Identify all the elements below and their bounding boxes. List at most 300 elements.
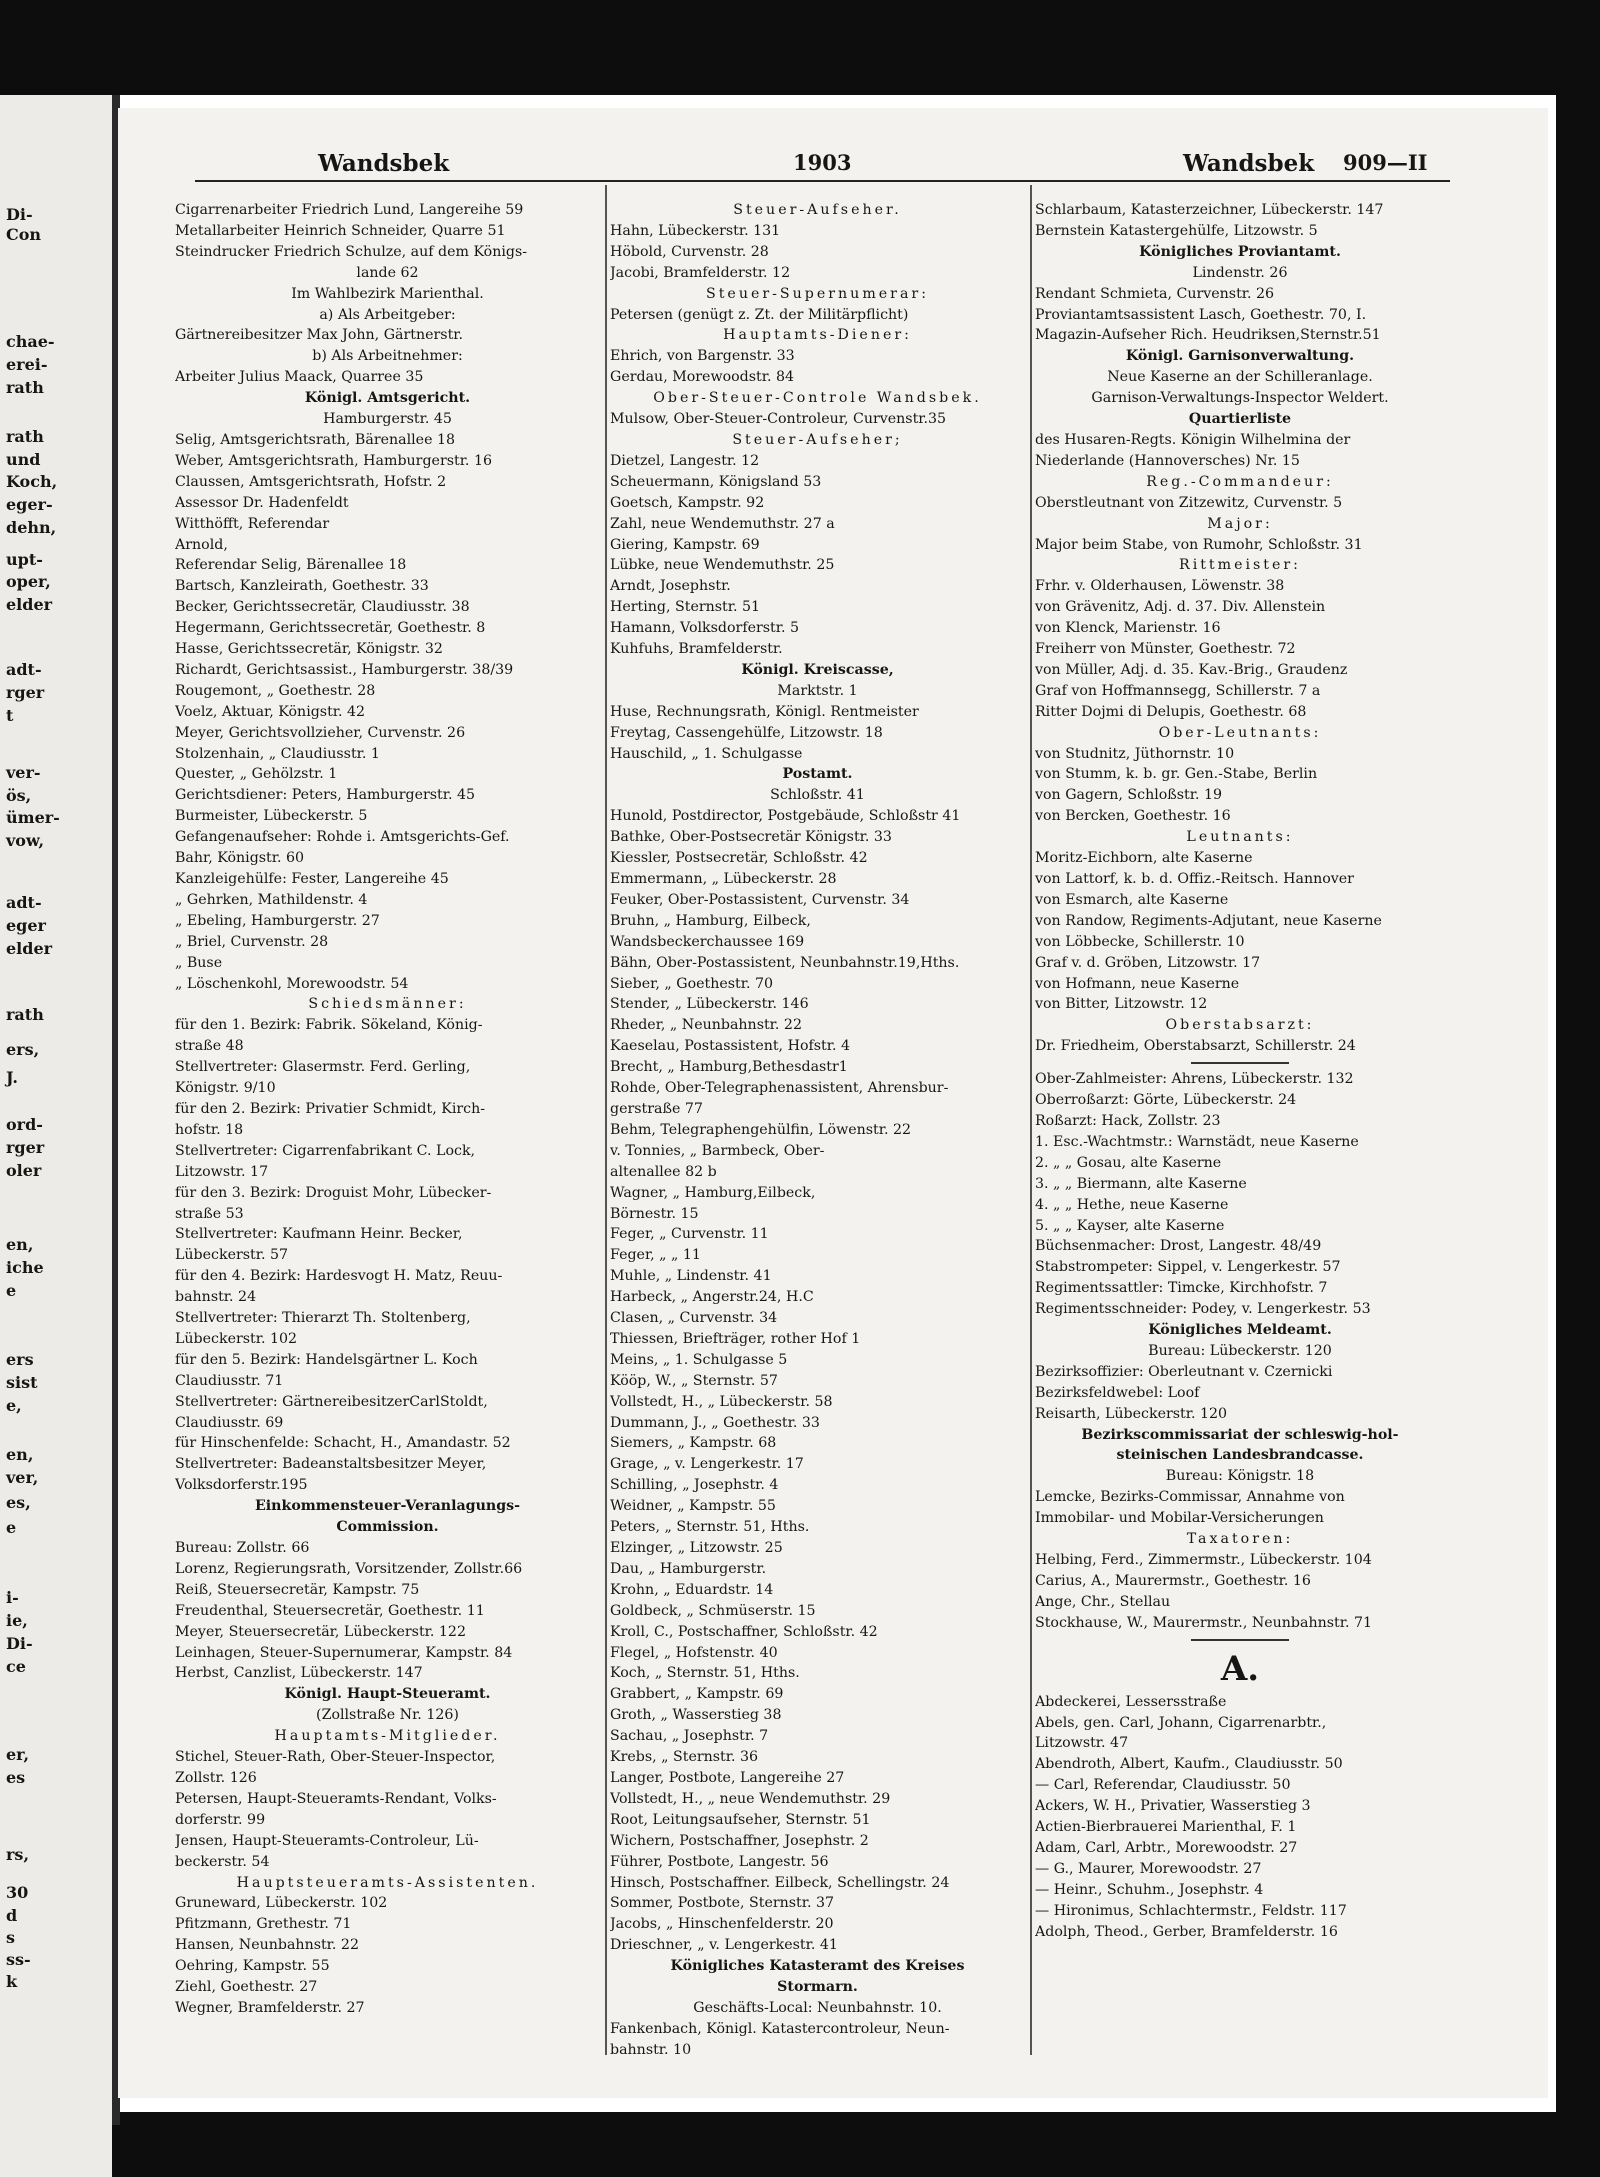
directory-line: für den 3. Bezirk: Droguist Mohr, Lübecker- <box>175 1184 492 1201</box>
directory-line: Helbing, Ferd., Zimmermstr., Lübeckerstr. 104 <box>1035 1552 1372 1568</box>
directory-line: von Randow, Regiments-Adjutant, neue Kaserne <box>1035 912 1382 929</box>
directory-line: Hauptamts-Mitglieder. <box>274 1728 501 1745</box>
directory-line: Garnison-Verwaltungs-Inspector Weldert. <box>1091 390 1389 407</box>
facing-page-fragment: Koch, <box>6 472 58 491</box>
directory-line: Groth, „ Wasserstieg 38 <box>610 1707 782 1724</box>
black-border-right <box>1556 0 1600 2177</box>
directory-line: Roßarzt: Hack, Zollstr. 23 <box>1035 1112 1221 1129</box>
directory-line: Commission. <box>336 1519 439 1536</box>
directory-line: Gerichtsdiener: Peters, Hamburgerstr. 45 <box>175 787 476 804</box>
directory-line: Volksdorferstr.195 <box>175 1477 308 1494</box>
directory-line: Magazin-Aufseher Rich. Heudriksen,Sternstr.51 <box>1035 327 1381 344</box>
directory-line: Bernstein Katastergehülfe, Litzowstr. 5 <box>1035 222 1318 239</box>
directory-line: Börnestr. 15 <box>610 1205 699 1222</box>
directory-line: Petersen, Haupt-Steueramts-Rendant, Volks- <box>175 1790 497 1807</box>
directory-line: Wandsbeckerchaussee 169 <box>610 933 805 950</box>
directory-line: Niederlande (Hannoversches) Nr. 15 <box>1035 452 1300 469</box>
facing-page-fragment: ers <box>6 1350 34 1369</box>
directory-line: Höbold, Curvenstr. 28 <box>610 243 769 260</box>
directory-line: Kööp, W., „ Sternstr. 57 <box>610 1372 778 1389</box>
directory-line: lande 62 <box>356 264 419 281</box>
directory-line: Königl. Amtsgericht. <box>304 390 471 407</box>
directory-line: Stellvertreter: GärtnereibesitzerCarlStoldt, <box>175 1393 488 1410</box>
directory-line: Carius, A., Maurermstr., Goethestr. 16 <box>1035 1572 1311 1589</box>
directory-line: Pfitzmann, Grethestr. 71 <box>175 1916 352 1933</box>
directory-line: Hinsch, Postschaffner. Eilbeck, Schellingstr. 24 <box>610 1874 950 1891</box>
directory-line: Arbeiter Julius Maack, Quarree 35 <box>175 369 424 386</box>
directory-line: Lübeckerstr. 102 <box>175 1330 298 1347</box>
directory-line: Freiherr von Münster, Goethestr. 72 <box>1035 641 1296 658</box>
directory-line: Schloßstr. 41 <box>770 787 865 804</box>
directory-line: Ritter Dojmi di Delupis, Goethestr. 68 <box>1035 703 1307 720</box>
directory-line: Sieber, „ Goethestr. 70 <box>610 975 774 992</box>
directory-line: Bezirkscommissariat der schleswig-hol- <box>1081 1426 1399 1443</box>
facing-page-fragment: ümer- <box>6 808 60 827</box>
directory-line: Koch, „ Sternstr. 51, Hths. <box>610 1665 800 1682</box>
directory-line: Ober-Leutnants: <box>1158 724 1322 741</box>
directory-line: von Stumm, k. b. gr. Gen.-Stabe, Berlin <box>1035 766 1318 783</box>
directory-line: Referendar Selig, Bärenallee 18 <box>175 557 407 574</box>
directory-line: Stabstrompeter: Sippel, v. Lengerkestr. 57 <box>1035 1259 1341 1276</box>
directory-line: Vollstedt, H., „ Lübeckerstr. 58 <box>610 1393 833 1410</box>
directory-line: für Hinschenfelde: Schacht, H., Amandastr. 52 <box>175 1435 511 1452</box>
directory-line: Arnold, <box>175 536 228 553</box>
directory-line: Witthöfft, Referendar <box>175 515 330 532</box>
directory-line: Voelz, Aktuar, Königstr. 42 <box>175 703 366 720</box>
directory-line: Führer, Postbote, Langestr. 56 <box>610 1853 829 1870</box>
directory-line: Leutnants: <box>1186 829 1294 846</box>
directory-line: Major beim Stabe, von Rumohr, Schloßstr. 31 <box>1035 536 1363 553</box>
directory-line: für den 2. Bezirk: Privatier Schmidt, Kirch- <box>175 1100 486 1117</box>
directory-line: Hegermann, Gerichtssecretär, Goethestr. 8 <box>175 620 486 637</box>
facing-page-fragment: adt- <box>6 660 42 679</box>
directory-line: Bureau: Königstr. 18 <box>1165 1468 1315 1485</box>
facing-page-fragment: ver- <box>6 763 41 782</box>
directory-line: 3. „ „ Biermann, alte Kaserne <box>1035 1175 1247 1192</box>
directory-line: Litzowstr. 17 <box>175 1163 269 1180</box>
facing-page-fragment: adt- <box>6 893 42 912</box>
directory-line: gerstraße 77 <box>610 1100 703 1117</box>
directory-line: Ange, Chr., Stellau <box>1035 1593 1171 1610</box>
directory-line: Oberstleutnant von Zitzewitz, Curvenstr. 5 <box>1035 494 1343 511</box>
directory-line: Assessor Dr. Hadenfeldt <box>175 494 349 511</box>
directory-line: Litzowstr. 47 <box>1035 1735 1129 1752</box>
facing-page-fragment: rath <box>6 378 44 397</box>
directory-line: Abendroth, Albert, Kaufm., Claudiusstr. 50 <box>1035 1756 1343 1773</box>
directory-line: — Hironimus, Schlachtermstr., Feldstr. 117 <box>1035 1902 1347 1919</box>
directory-line: Feger, „ „ 11 <box>610 1247 701 1264</box>
directory-line: Dietzel, Langestr. 12 <box>610 452 760 469</box>
facing-page-fragment: eger- <box>6 495 53 514</box>
facing-page-fragment: und <box>6 450 41 469</box>
directory-line: für den 1. Bezirk: Fabrik. Sökeland, König- <box>175 1017 483 1034</box>
facing-page-fragment: ce <box>6 1657 26 1676</box>
column-2 <box>610 200 1025 2061</box>
directory-line: Postamt. <box>782 766 853 783</box>
directory-line: Stockhause, W., Maurermstr., Neunbahnstr. 71 <box>1035 1614 1373 1631</box>
directory-line: Frhr. v. Olderhausen, Löwenstr. 38 <box>1035 578 1285 595</box>
black-border-bottom <box>0 2112 1600 2177</box>
directory-line: für den 4. Bezirk: Hardesvogt H. Matz, Reuu- <box>175 1268 503 1285</box>
directory-line: von Grävenitz, Adj. d. 37. Div. Allenstein <box>1035 599 1326 616</box>
directory-line: Vollstedt, H., „ neue Wendemuthstr. 29 <box>610 1790 891 1807</box>
directory-line: Claussen, Amtsgerichtsrath, Hofstr. 2 <box>175 473 447 490</box>
directory-line: Lübeckerstr. 57 <box>175 1247 289 1264</box>
directory-line: „ Löschenkohl, Morewoodstr. 54 <box>175 975 409 992</box>
directory-line: dorferstr. 99 <box>175 1811 266 1828</box>
directory-line: Stellvertreter: Glasermstr. Ferd. Gerling, <box>175 1059 471 1076</box>
directory-line: Rittmeister: <box>1179 557 1301 574</box>
directory-line: Schilling, „ Josephstr. 4 <box>610 1477 779 1494</box>
directory-line: Bezirksfeldwebel: Loof <box>1035 1384 1200 1401</box>
directory-line: Geschäfts-Local: Neunbahnstr. 10. <box>693 1999 942 2016</box>
directory-line: Abels, gen. Carl, Johann, Cigarrenarbtr., <box>1035 1714 1327 1731</box>
facing-page-fragment: rger <box>6 683 45 702</box>
directory-line: Steuer-Aufseher. <box>733 202 902 218</box>
directory-line: Herting, Sternstr. 51 <box>610 599 761 616</box>
separator-rule <box>1035 1057 1445 1069</box>
directory-line: Jacobs, „ Hinschenfelderstr. 20 <box>610 1916 834 1933</box>
directory-line: Emmermann, „ Lübeckerstr. 28 <box>610 871 837 887</box>
directory-line: Reiß, Steuersecretär, Kampstr. 75 <box>175 1581 420 1598</box>
facing-page-fragment: e <box>6 1281 17 1300</box>
directory-line: Lorenz, Regierungsrath, Vorsitzender, Zollstr.66 <box>175 1560 523 1577</box>
directory-line: Quartierliste <box>1188 411 1292 428</box>
facing-page-fragment: Con <box>6 225 42 244</box>
header-rule <box>195 180 1450 182</box>
facing-page-fragment: ös, <box>6 786 32 805</box>
facing-page-fragment: es, <box>6 1493 31 1512</box>
directory-line: Becker, Gerichtssecretär, Claudiusstr. 38 <box>175 599 470 616</box>
facing-page-fragment: erei- <box>6 355 48 374</box>
directory-line: Grage, „ v. Lengerkestr. 17 <box>610 1456 804 1473</box>
directory-line: Stellvertreter: Kaufmann Heinr. Becker, <box>175 1226 463 1243</box>
directory-line: von Gagern, Schloßstr. 19 <box>1035 787 1223 804</box>
directory-line: Königl. Garnisonverwaltung. <box>1125 348 1355 365</box>
directory-line: Adam, Carl, Arbtr., Morewoodstr. 27 <box>1035 1839 1298 1856</box>
directory-line: 5. „ „ Kayser, alte Kaserne <box>1035 1217 1225 1234</box>
directory-line: Hansen, Neunbahnstr. 22 <box>175 1937 359 1954</box>
column-3 <box>1035 200 1445 1943</box>
facing-page-fragment: chae- <box>6 332 55 351</box>
directory-line: Richardt, Gerichtsassist., Hamburgerstr. 38/39 <box>175 661 514 678</box>
directory-line: von Hofmann, neue Kaserne <box>1035 975 1240 992</box>
directory-line: für den 5. Bezirk: Handelsgärtner L. Koch <box>175 1351 478 1368</box>
directory-line: Königstr. 9/10 <box>175 1080 276 1097</box>
directory-line: Mulsow, Ober-Steuer-Controleur, Curvenstr.35 <box>610 411 947 428</box>
directory-line: altenallee 82 b <box>610 1163 717 1180</box>
directory-line: von Bercken, Goethestr. 16 <box>1035 808 1231 825</box>
directory-line: Königliches Meldeamt. <box>1148 1322 1332 1339</box>
facing-page-fragment: J. <box>6 1068 18 1087</box>
directory-line: Stolzenhain, „ Claudiusstr. 1 <box>175 745 380 762</box>
directory-line: Immobilar- und Mobilar-Versicherungen <box>1035 1510 1324 1527</box>
directory-line: Sommer, Postbote, Sternstr. 37 <box>610 1895 835 1912</box>
directory-line: Gruneward, Lübeckerstr. 102 <box>175 1895 388 1912</box>
directory-line: Feger, „ Curvenstr. 11 <box>610 1226 769 1243</box>
directory-line: Giering, Kampstr. 69 <box>610 536 760 553</box>
directory-line: Oberroßarzt: Görte, Lübeckerstr. 24 <box>1035 1092 1297 1109</box>
directory-line: Ziehl, Goethestr. 27 <box>175 1979 318 1996</box>
facing-page-fragment: Di- <box>6 1634 33 1653</box>
directory-line: Lindenstr. 26 <box>1192 264 1288 281</box>
directory-line: des Husaren-Regts. Königin Wilhelmina der <box>1035 431 1351 448</box>
directory-line: Graf v. d. Gröben, Litzowstr. 17 <box>1035 954 1261 971</box>
directory-line: Marktstr. 1 <box>777 682 858 699</box>
directory-line: Oehring, Kampstr. 55 <box>175 1958 330 1975</box>
directory-line: Kaeselau, Postassistent, Hofstr. 4 <box>610 1038 850 1055</box>
directory-line: „ Ebeling, Hamburgerstr. 27 <box>175 912 380 929</box>
directory-line: Metallarbeiter Heinrich Schneider, Quarre 51 <box>175 222 506 239</box>
directory-line: Königliches Katasteramt des Kreises <box>670 1958 965 1975</box>
black-border-top <box>0 0 1600 95</box>
directory-line: Ackers, W. H., Privatier, Wasserstieg 3 <box>1035 1798 1311 1815</box>
facing-page-fragment: ver, <box>6 1468 39 1487</box>
directory-line: Thiessen, Briefträger, rother Hof 1 <box>610 1330 861 1347</box>
directory-line: Lübke, neue Wendemuthstr. 25 <box>610 557 835 574</box>
directory-line: Rendant Schmieta, Curvenstr. 26 <box>1035 285 1275 302</box>
directory-line: Hauschild, „ 1. Schulgasse <box>610 745 803 762</box>
directory-line: Gärtnereibesitzer Max John, Gärtnerstr. <box>175 327 464 344</box>
directory-line: Burmeister, Lübeckerstr. 5 <box>175 808 368 825</box>
directory-line: Dau, „ Hamburgerstr. <box>610 1560 767 1577</box>
directory-line: Root, Leitungsaufseher, Sternstr. 51 <box>610 1811 871 1828</box>
facing-page-fragment: rs, <box>6 1845 30 1864</box>
directory-line: Kuhfuhs, Bramfelderstr. <box>610 641 783 658</box>
directory-line: Rohde, Ober-Telegraphenassistent, Ahrensbur- <box>610 1080 949 1097</box>
directory-line: von Löbbecke, Schillerstr. 10 <box>1035 933 1245 950</box>
directory-line: Ober-Steuer-Controle Wandsbek. <box>653 390 982 407</box>
facing-page-fragment: oler <box>6 1161 42 1180</box>
facing-page-fragment: e, <box>6 1396 22 1415</box>
directory-line: (Zollstraße Nr. 126) <box>316 1707 459 1724</box>
directory-line: Brecht, „ Hamburg,Bethesdastr1 <box>610 1059 848 1076</box>
facing-page-fragment: 30 <box>6 1883 29 1902</box>
directory-line: Stichel, Steuer-Rath, Ober-Steuer-Inspector, <box>175 1749 496 1766</box>
directory-line: Bartsch, Kanzleirath, Goethestr. 33 <box>175 578 429 595</box>
directory-line: Stellvertreter: Cigarrenfabrikant C. Lock, <box>175 1142 476 1159</box>
directory-line: Königl. Haupt-Steueramt. <box>284 1686 491 1703</box>
directory-line: Rougemont, „ Goethestr. 28 <box>175 682 376 699</box>
facing-page-fragment: s <box>6 1928 16 1947</box>
directory-line: Freytag, Cassengehülfe, Litzowstr. 18 <box>610 724 883 741</box>
facing-page-fragment: sist <box>6 1373 38 1392</box>
directory-line: Wegner, Bramfelderstr. 27 <box>175 1999 365 2016</box>
directory-line: von Müller, Adj. d. 35. Kav.-Brig., Graudenz <box>1035 661 1348 678</box>
directory-line: Hunold, Postdirector, Postgebäude, Schloßstr 41 <box>610 808 961 825</box>
directory-line: hofstr. 18 <box>175 1121 244 1138</box>
directory-line: Actien-Bierbrauerei Marienthal, F. 1 <box>1035 1819 1297 1836</box>
column-divider-1 <box>605 185 607 2055</box>
directory-line: Selig, Amtsgerichtsrath, Bärenallee 18 <box>175 431 456 448</box>
directory-line: Stender, „ Lübeckerstr. 146 <box>610 996 809 1013</box>
directory-line: Schiedsmänner: <box>308 996 467 1013</box>
directory-line: „ Gehrken, Mathildenstr. 4 <box>175 891 368 908</box>
directory-line: Jacobi, Bramfelderstr. 12 <box>610 264 791 281</box>
directory-line: Lemcke, Bezirks-Commissar, Annahme von <box>1035 1489 1345 1506</box>
page-number: 909—II <box>1343 150 1428 175</box>
directory-line: Wichern, Postschaffner, Josephstr. 2 <box>610 1832 869 1849</box>
directory-line: Hahn, Lübeckerstr. 131 <box>610 222 781 239</box>
directory-line: Neue Kaserne an der Schilleranlage. <box>1107 369 1373 386</box>
directory-line: Bureau: Lübeckerstr. 120 <box>1148 1342 1332 1359</box>
facing-page-fragment: vow, <box>6 831 45 850</box>
running-head-right: Wandsbek <box>1183 150 1315 177</box>
directory-line: Petersen (genügt z. Zt. der Militärpflicht) <box>610 306 909 323</box>
directory-line: 4. „ „ Hethe, neue Kaserne <box>1035 1196 1229 1213</box>
directory-line: Feuker, Ober-Postassistent, Curvenstr. 34 <box>610 891 910 908</box>
facing-page-fragment: rath <box>6 427 44 446</box>
directory-line: Stellvertreter: Badeanstaltsbesitzer Meyer, <box>175 1456 487 1473</box>
directory-line: Bruhn, „ Hamburg, Eilbeck, <box>610 912 811 929</box>
directory-line: „ Buse <box>175 954 223 971</box>
directory-line: Ehrich, von Bargenstr. 33 <box>610 348 795 365</box>
directory-line: Sachau, „ Josephstr. 7 <box>610 1728 769 1745</box>
facing-page-fragment: upt- <box>6 550 43 569</box>
facing-page-fragment: elder <box>6 595 53 614</box>
facing-page-fragment: en, <box>6 1445 34 1464</box>
directory-line: Bähn, Ober-Postassistent, Neunbahnstr.19,Hths. <box>610 954 960 971</box>
facing-page-fragment: rath <box>6 1005 44 1024</box>
directory-line: b) Als Arbeitnehmer: <box>312 348 463 365</box>
column-1 <box>175 200 600 2019</box>
facing-page-edge <box>0 95 112 2177</box>
directory-line: Bathke, Ober-Postsecretär Königstr. 33 <box>610 829 892 846</box>
directory-line: Königliches Proviantamt. <box>1139 243 1341 260</box>
directory-line: von Lattorf, k. b. d. Offiz.-Reitsch. Hannover <box>1035 871 1354 887</box>
facing-page-fragment: elder <box>6 939 53 958</box>
directory-line: a) Als Arbeitgeber: <box>319 306 456 323</box>
directory-line: von Esmarch, alte Kaserne <box>1035 891 1229 908</box>
directory-line: Siemers, „ Kampstr. 68 <box>610 1435 777 1452</box>
directory-line: Königl. Kreiscasse, <box>741 661 894 678</box>
directory-line: Drieschner, „ v. Lengerkestr. 41 <box>610 1937 838 1954</box>
directory-line: Freudenthal, Steuersecretär, Goethestr. 11 <box>175 1602 485 1619</box>
directory-line: Einkommensteuer-Veranlagungs- <box>254 1498 521 1515</box>
directory-line: Gerdau, Morewoodstr. 84 <box>610 369 795 386</box>
section-letter: A. <box>1220 1648 1260 1689</box>
facing-page-fragment: t <box>6 706 14 725</box>
directory-line: Hasse, Gerichtssecretär, Königstr. 32 <box>175 641 443 658</box>
directory-line: Herbst, Canzlist, Lübeckerstr. 147 <box>175 1665 423 1682</box>
directory-line: Peters, „ Sternstr. 51, Hths. <box>610 1519 810 1536</box>
directory-line: Weidner, „ Kampstr. 55 <box>610 1498 776 1515</box>
directory-line: Huse, Rechnungsrath, Königl. Rentmeister <box>610 703 919 720</box>
facing-page-fragment: oper, <box>6 572 51 591</box>
directory-line: Gefangenaufseher: Rohde i. Amtsgerichts-Gef. <box>175 829 510 846</box>
directory-line: Bezirksoffizier: Oberleutnant v. Czernicki <box>1035 1363 1333 1380</box>
directory-line: Regimentsschneider: Podey, v. Lengerkestr. 53 <box>1035 1301 1371 1318</box>
directory-line: Flegel, „ Hofstenstr. 40 <box>610 1644 778 1661</box>
facing-page-fragment: en, <box>6 1235 34 1254</box>
directory-line: Steuer-Supernumerar: <box>706 285 929 302</box>
directory-line: Meyer, Steuersecretär, Lübeckerstr. 122 <box>175 1623 466 1640</box>
directory-line: Rheder, „ Neunbahnstr. 22 <box>610 1017 802 1034</box>
facing-page-fragment: rger <box>6 1138 45 1157</box>
directory-line: Behm, Telegraphengehülfin, Löwenstr. 22 <box>610 1121 912 1138</box>
directory-line: Hauptsteueramts-Assistenten. <box>236 1874 539 1891</box>
facing-page-fragment: ord- <box>6 1115 43 1134</box>
facing-page-fragment: d <box>6 1906 18 1925</box>
directory-line: Reisarth, Lübeckerstr. 120 <box>1035 1405 1228 1422</box>
directory-line: von Klenck, Marienstr. 16 <box>1035 620 1221 637</box>
directory-line: Hauptamts-Diener: <box>723 327 912 344</box>
directory-line: Fankenbach, Königl. Katastercontroleur, Neun- <box>610 2020 950 2037</box>
directory-line: Bahr, Königstr. 60 <box>175 850 305 867</box>
facing-page-fragment: i- <box>6 1588 19 1607</box>
directory-line: v. Tonnies, „ Barmbeck, Ober- <box>610 1142 825 1159</box>
directory-line: Clasen, „ Curvenstr. 34 <box>610 1310 778 1327</box>
facing-page-fragment: ers, <box>6 1040 40 1059</box>
directory-line: Wagner, „ Hamburg,Eilbeck, <box>610 1184 816 1201</box>
directory-line: Dr. Friedheim, Oberstabsarzt, Schillerstr. 24 <box>1035 1038 1356 1055</box>
directory-line: Leinhagen, Steuer-Supernumerar, Kampstr. 84 <box>175 1644 513 1661</box>
directory-line: Krohn, „ Eduardstr. 14 <box>610 1581 774 1598</box>
directory-line: straße 53 <box>175 1205 244 1222</box>
directory-line: Steuer-Aufseher; <box>732 431 903 448</box>
directory-line: Claudiusstr. 71 <box>175 1372 284 1389</box>
facing-page-fragment: es <box>6 1768 26 1787</box>
directory-line: Kroll, C., Postschaffner, Schloßstr. 42 <box>610 1623 878 1640</box>
directory-line: Grabbert, „ Kampstr. 69 <box>610 1686 784 1703</box>
directory-line: Adolph, Theod., Gerber, Bramfelderstr. 16 <box>1035 1923 1338 1940</box>
directory-line: Jensen, Haupt-Steueramts-Controleur, Lü- <box>175 1832 479 1849</box>
directory-line: Abdeckerei, Lessersstraße <box>1035 1693 1227 1710</box>
directory-line: Hamann, Volksdorferstr. 5 <box>610 620 800 637</box>
directory-line: Claudiusstr. 69 <box>175 1414 284 1431</box>
directory-line: Oberstabsarzt: <box>1165 1017 1315 1034</box>
directory-line: Krebs, „ Sternstr. 36 <box>610 1749 759 1766</box>
directory-line: Reg.-Commandeur: <box>1146 473 1334 490</box>
directory-line: Meyer, Gerichtsvollzieher, Curvenstr. 26 <box>175 724 466 741</box>
directory-line: Regimentssattler: Timcke, Kirchhofstr. 7 <box>1035 1280 1328 1297</box>
facing-page-fragment: k <box>6 1972 18 1991</box>
directory-line: Dummann, J., „ Goethestr. 33 <box>610 1414 820 1431</box>
directory-line: Bureau: Zollstr. 66 <box>175 1540 310 1556</box>
directory-line: Goetsch, Kampstr. 92 <box>610 494 765 511</box>
directory-line: Weber, Amtsgerichtsrath, Hamburgerstr. 16 <box>175 452 493 469</box>
directory-line: Zollstr. 126 <box>175 1769 257 1786</box>
directory-line: Schlarbaum, Katasterzeichner, Lübeckerstr. 147 <box>1035 202 1384 218</box>
directory-line: Langer, Postbote, Langereihe 27 <box>610 1769 845 1786</box>
facing-page-fragment: ss- <box>6 1950 31 1969</box>
directory-line: Stellvertreter: Thierarzt Th. Stoltenberg, <box>175 1310 471 1327</box>
facing-page-fragment: eger <box>6 916 46 935</box>
facing-page-fragment: dehn, <box>6 518 57 537</box>
directory-line: Cigarrenarbeiter Friedrich Lund, Langereihe 59 <box>175 202 524 218</box>
directory-line: Scheuermann, Königsland 53 <box>610 473 822 490</box>
directory-line: — Heinr., Schuhm., Josephstr. 4 <box>1035 1881 1264 1898</box>
separator-rule <box>1035 1634 1445 1646</box>
directory-line: Taxatoren: <box>1186 1531 1294 1548</box>
facing-page-fragment: ie, <box>6 1611 28 1630</box>
directory-line: straße 48 <box>175 1038 244 1055</box>
directory-line: „ Briel, Curvenstr. 28 <box>175 933 329 950</box>
facing-page-fragment: iche <box>6 1258 44 1277</box>
directory-line: Büchsenmacher: Drost, Langestr. 48/49 <box>1035 1238 1322 1255</box>
directory-line: Quester, „ Gehölzstr. 1 <box>175 766 338 783</box>
directory-line: 1. Esc.-Wachtmstr.: Warnstädt, neue Kaserne <box>1035 1133 1359 1150</box>
directory-line: Ober-Zahlmeister: Ahrens, Lübeckerstr. 132 <box>1035 1071 1354 1088</box>
directory-line: Arndt, Josephstr. <box>610 578 731 595</box>
directory-line: Zahl, neue Wendemuthstr. 27 a <box>610 515 835 532</box>
directory-line: beckerstr. 54 <box>175 1853 270 1870</box>
directory-line: Moritz-Eichborn, alte Kaserne <box>1035 850 1253 867</box>
directory-line: Hamburgerstr. 45 <box>323 411 452 428</box>
running-head-year: 1903 <box>793 150 852 175</box>
directory-line: 2. „ „ Gosau, alte Kaserne <box>1035 1154 1222 1171</box>
column-divider-2 <box>1030 185 1032 2055</box>
